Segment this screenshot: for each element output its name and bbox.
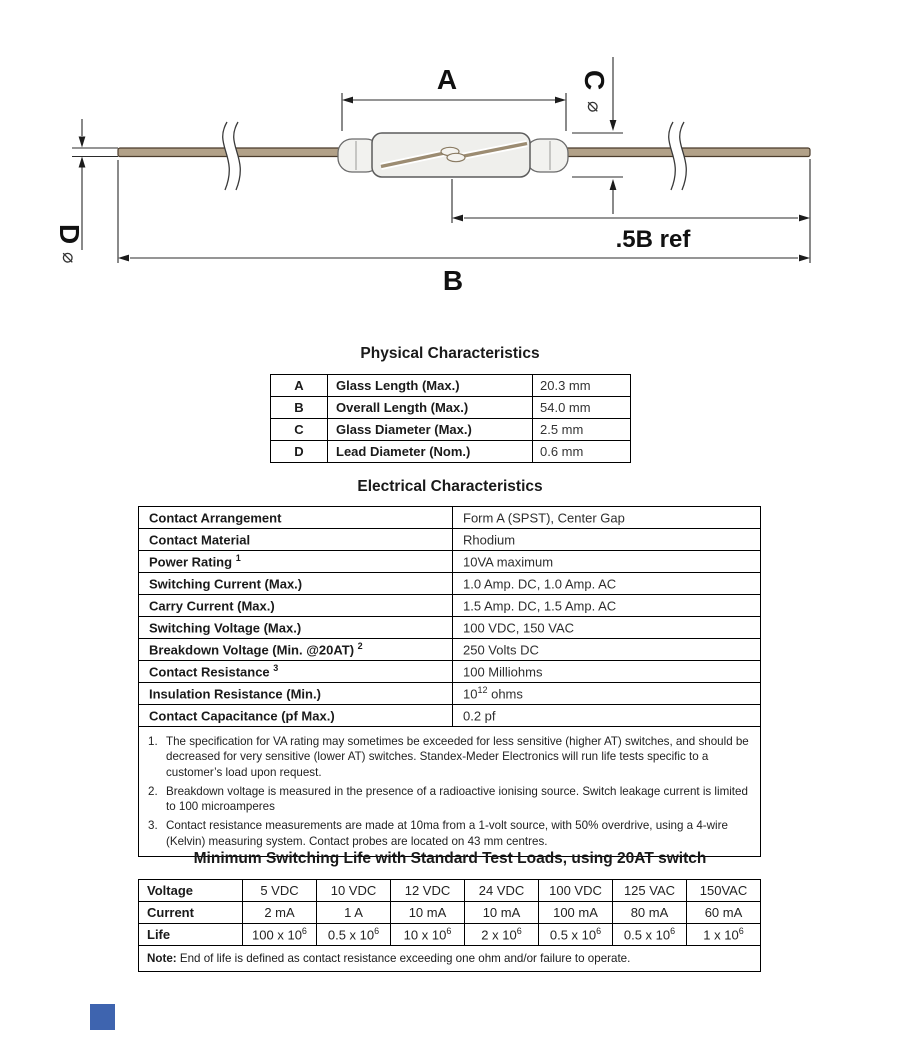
dim-d-label: D xyxy=(54,224,85,245)
dimension-d xyxy=(54,119,85,263)
spec-value: 10VA maximum xyxy=(453,551,761,573)
spec-name: Switching Current (Max.) xyxy=(139,573,453,595)
dimension-c xyxy=(572,57,623,214)
footnote-2: 2. Breakdown voltage is measured in the presence of a radioactive ionising source. Switch leakage current is limited to 100 microamperes xyxy=(148,784,748,814)
table-row xyxy=(139,551,761,573)
table-row xyxy=(139,617,761,639)
reed-switch-diagram xyxy=(0,0,900,330)
electrical-characteristics-table xyxy=(138,506,761,857)
footnote-3: 3. Contact resistance measurements are made at 10ma from a 1-volt source, with 50% overdrive, using a 4-wire (Kelvin) measuring system. Contact probes are located on 43 mm centres. xyxy=(148,819,728,848)
diameter-symbol-d: ⌀ xyxy=(58,252,79,264)
life-row: Life 100 x $10^6$ 0.5 x $10^6$ 10 x $10^6$ 2 x $10^6$ 0.5 x $10^6$ 0.5 x $10^6$ 1 x $10^6$ xyxy=(139,924,761,946)
footer-logo-mark xyxy=(90,1004,115,1030)
physical-characteristics-title: Physical Characteristics xyxy=(360,345,540,362)
spec-value: Form A (SPST), Center Gap xyxy=(453,507,761,529)
table-row xyxy=(271,419,631,441)
dim-a-label: A xyxy=(436,64,458,95)
dim-name: Lead Diameter (Nom.) xyxy=(328,441,533,463)
spec-value: Rhodium xyxy=(453,529,761,551)
diameter-symbol-c: ⌀ xyxy=(583,101,604,113)
dim-key: C xyxy=(271,419,328,441)
dimension-b xyxy=(118,160,810,296)
table-row xyxy=(271,441,631,463)
half-b-label: .5B ref xyxy=(615,226,691,253)
dim-value: 0.6 mm xyxy=(533,441,631,463)
note-row xyxy=(139,946,761,972)
spec-name: Insulation Resistance (Min.) xyxy=(139,683,453,705)
contact-paddle-right xyxy=(447,153,465,161)
dim-b-label: B xyxy=(442,265,464,296)
electrical-characteristics-title: Electrical Characteristics xyxy=(357,478,543,495)
dim-value: 2.5 mm xyxy=(533,419,631,441)
dim-key: D xyxy=(271,441,328,463)
spec-name: Contact Arrangement xyxy=(139,507,453,529)
table-row xyxy=(139,639,761,661)
dim-key: B xyxy=(271,397,328,419)
spec-value: 1.5 Amp. DC, 1.5 Amp. AC xyxy=(453,595,761,617)
spec-value: $10^{12}$ ohms xyxy=(453,683,761,705)
footnotes-block xyxy=(139,727,761,857)
spec-value: 100 Milliohms xyxy=(453,661,761,683)
table-row xyxy=(139,573,761,595)
spec-value: 0.2 pf xyxy=(453,705,761,727)
table-row xyxy=(139,529,761,551)
voltage-row: Voltage 5 VDC 10 VDC 12 VDC 24 VDC 100 VDC 125 VAC 150VAC xyxy=(139,880,761,902)
end-of-life-note: Note: End of life is defined as contact resistance exceeding one ohm and/or failure to operate. xyxy=(139,946,761,972)
dim-name: Overall Length (Max.) xyxy=(328,397,533,419)
dim-name: Glass Length (Max.) xyxy=(328,375,533,397)
d-extension-lines xyxy=(72,148,118,157)
spec-value: 1.0 Amp. DC, 1.0 Amp. AC xyxy=(453,573,761,595)
table-row xyxy=(271,397,631,419)
dim-c-label: C xyxy=(579,70,610,91)
spec-name: Contact Capacitance (pf Max.) xyxy=(139,705,453,727)
spec-name: Power Rating $^1$ xyxy=(139,551,453,573)
spec-value: 250 Volts DC xyxy=(453,639,761,661)
dimension-a xyxy=(342,64,566,131)
table-row xyxy=(271,375,631,397)
footnote-1: 1. The specification for VA rating may sometimes be exceeded for less sensitive (higher AT) switches, and should be decreased for very sensitive (lower AT) switches. Standex-Meder Electronics will run life tests specific to a customer’s load upon request. xyxy=(148,735,749,779)
table-row xyxy=(139,661,761,683)
table-row xyxy=(139,507,761,529)
table-row xyxy=(139,595,761,617)
footnotes-row xyxy=(139,727,761,857)
table-row xyxy=(139,705,761,727)
switching-life-title: Minimum Switching Life with Standard Test Loads, using 20AT switch xyxy=(193,850,707,867)
dim-key: A xyxy=(271,375,328,397)
spec-name: Contact Material xyxy=(139,529,453,551)
spec-name: Contact Resistance $^3$ xyxy=(139,661,453,683)
spec-value: 100 VDC, 150 VAC xyxy=(453,617,761,639)
dim-value: 54.0 mm xyxy=(533,397,631,419)
right-seal xyxy=(526,139,568,172)
dim-name: Glass Diameter (Max.) xyxy=(328,419,533,441)
spec-name: Switching Voltage (Max.) xyxy=(139,617,453,639)
current-row: Current 2 mA 1 A 10 mA 10 mA 100 mA 80 mA 60 mA xyxy=(139,902,761,924)
dim-value: 20.3 mm xyxy=(533,375,631,397)
spec-name: Carry Current (Max.) xyxy=(139,595,453,617)
switching-life-table xyxy=(138,879,761,972)
table-row xyxy=(139,683,761,705)
physical-characteristics-table xyxy=(270,374,631,463)
spec-name: Breakdown Voltage (Min. @20AT) $^2$ xyxy=(139,639,453,661)
